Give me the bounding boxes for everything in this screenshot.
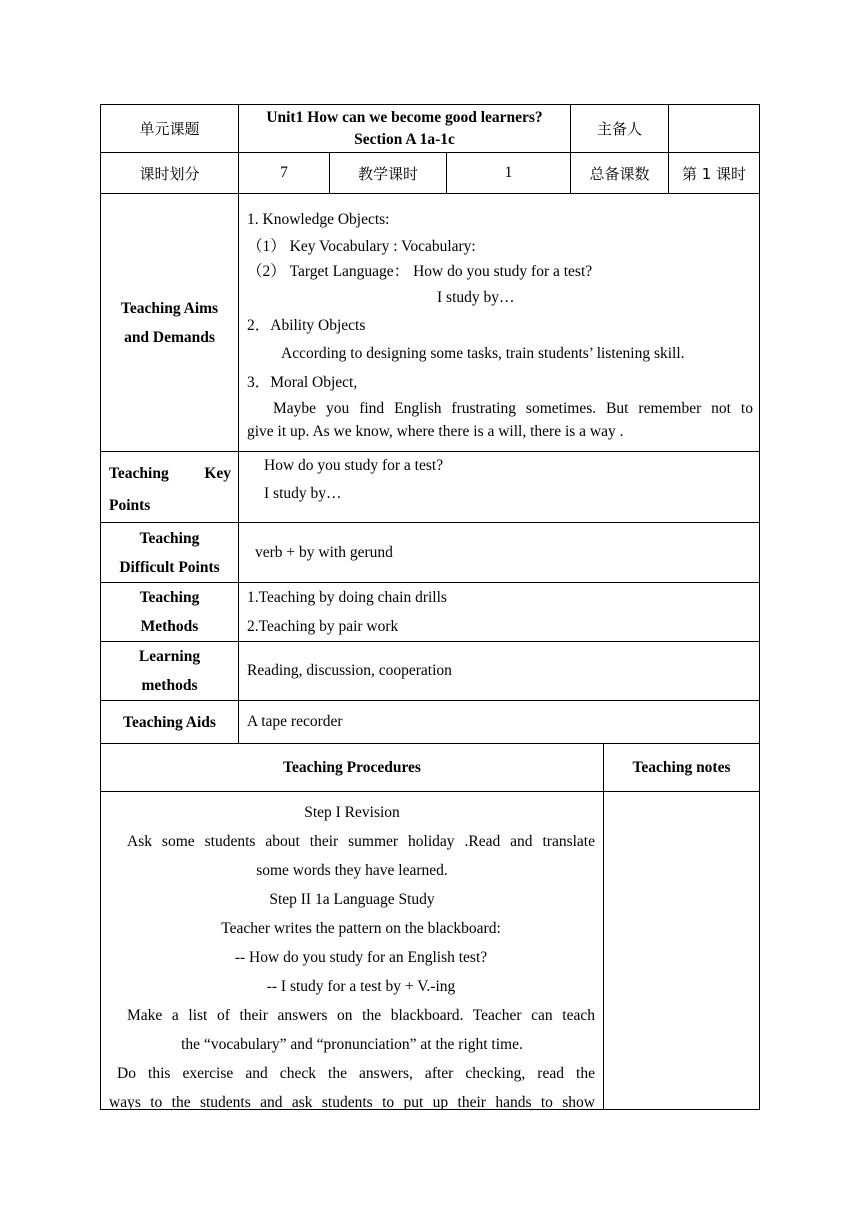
procedure-line: ways to the students and ask students to put up their hands to show: [109, 1094, 595, 1109]
methods-label-line2: Methods: [140, 618, 199, 635]
difficult-points-text: verb + by with gerund: [238, 523, 759, 582]
key-points-label-line2: Points: [109, 497, 151, 514]
lesson-label: 第 1 课时: [668, 153, 759, 193]
procedure-line: some words they have learned.: [256, 862, 448, 879]
procedures-header-row: [101, 743, 759, 791]
lesson-plan-table: [100, 104, 760, 1110]
methods-label-line1: Teaching: [139, 589, 200, 606]
aids-text: A tape recorder: [238, 701, 759, 743]
total-label: 总备课数: [570, 153, 668, 193]
procedures-header: Teaching Procedures: [283, 758, 421, 776]
notes-body: [603, 792, 759, 1109]
teaching-hours-value: 1: [446, 153, 570, 193]
difficult-points-row: [101, 522, 759, 582]
learning-row: [101, 641, 759, 700]
key-points-content: [238, 452, 759, 522]
aims-line: 1. Knowledge Objects:: [247, 211, 390, 228]
methods-content: [238, 583, 759, 641]
aims-line: （2） Target Language： How do you study for a test?: [247, 263, 593, 280]
learning-label-line1: Learning: [138, 648, 201, 665]
aims-line: According to designing some tasks, train students’ listening skill.: [281, 345, 685, 362]
procedure-line: Teacher writes the pattern on the blackboard:: [221, 920, 501, 937]
learning-label-line2: methods: [141, 677, 198, 694]
aids-label: Teaching Aids: [123, 713, 216, 731]
difficult-label-line2: Difficult Points: [119, 558, 220, 576]
procedure-line: Do this exercise and check the answers, after checking, read the: [117, 1065, 595, 1082]
methods-label: [101, 583, 238, 641]
procedure-line: the “vocabulary” and “pronunciation” at the right time.: [181, 1036, 523, 1053]
period-value: 7: [238, 153, 329, 193]
preparer-value: [668, 105, 759, 152]
aims-line: 2．Ability Objects: [247, 317, 366, 334]
aims-row: [101, 193, 759, 451]
learning-label: [101, 642, 238, 700]
procedure-line: Step I Revision: [304, 804, 400, 821]
procedures-body-row: [101, 791, 759, 1109]
difficult-label-line1: Teaching: [139, 529, 200, 547]
procedure-line: Ask some students about their summer holiday .Read and translate: [127, 833, 595, 850]
period-label: 课时划分: [139, 164, 200, 183]
aims-line: I study by…: [437, 289, 515, 306]
header-row-2: [101, 152, 759, 193]
header-row-1: [101, 105, 759, 152]
method-line: 1.Teaching by doing chain drills: [247, 589, 447, 606]
aims-label-line2: and Demands: [124, 328, 215, 346]
unit-title: [238, 105, 570, 152]
unit-title-line1: Unit1 How can we become good learners?: [266, 108, 543, 126]
aids-row: [101, 700, 759, 743]
procedure-line: Step II 1a Language Study: [269, 891, 435, 908]
key-point-line: I study by…: [264, 485, 342, 502]
key-points-row: [101, 451, 759, 522]
unit-title-line2: Section A 1a-1c: [354, 130, 455, 148]
unit-label: 单元课题: [139, 120, 200, 138]
key-point-line: How do you study for a test?: [264, 457, 444, 474]
preparer-label: 主备人: [570, 105, 668, 152]
aims-line: give it up. As we know, where there is a will, there is a way .: [247, 423, 624, 440]
key-points-label: [101, 452, 238, 522]
aims-label-line1: Teaching Aims: [120, 299, 219, 317]
procedures-body: [101, 792, 603, 1109]
procedure-line: Make a list of their answers on the blackboard. Teacher can teach: [127, 1007, 595, 1024]
teaching-hours-label: 教学课时: [329, 153, 446, 193]
methods-row: [101, 582, 759, 641]
difficult-points-label: [101, 523, 238, 582]
procedure-line: -- How do you study for an English test?: [234, 949, 488, 966]
notes-header: Teaching notes: [603, 744, 759, 791]
aims-line: 3．Moral Object,: [247, 374, 358, 391]
procedure-line: -- I study for a test by + V.-ing: [266, 978, 456, 995]
aims-label: [101, 194, 238, 451]
aims-line: （1） Key Vocabulary : Vocabulary:: [247, 238, 476, 255]
aims-line: Maybe you find English frustrating sometimes. But remember not to: [273, 400, 753, 417]
aims-content: [238, 194, 759, 451]
key-points-label-line1: Teaching Key: [109, 465, 231, 482]
learning-text: Reading, discussion, cooperation: [238, 642, 759, 700]
method-line: 2.Teaching by pair work: [247, 618, 399, 635]
